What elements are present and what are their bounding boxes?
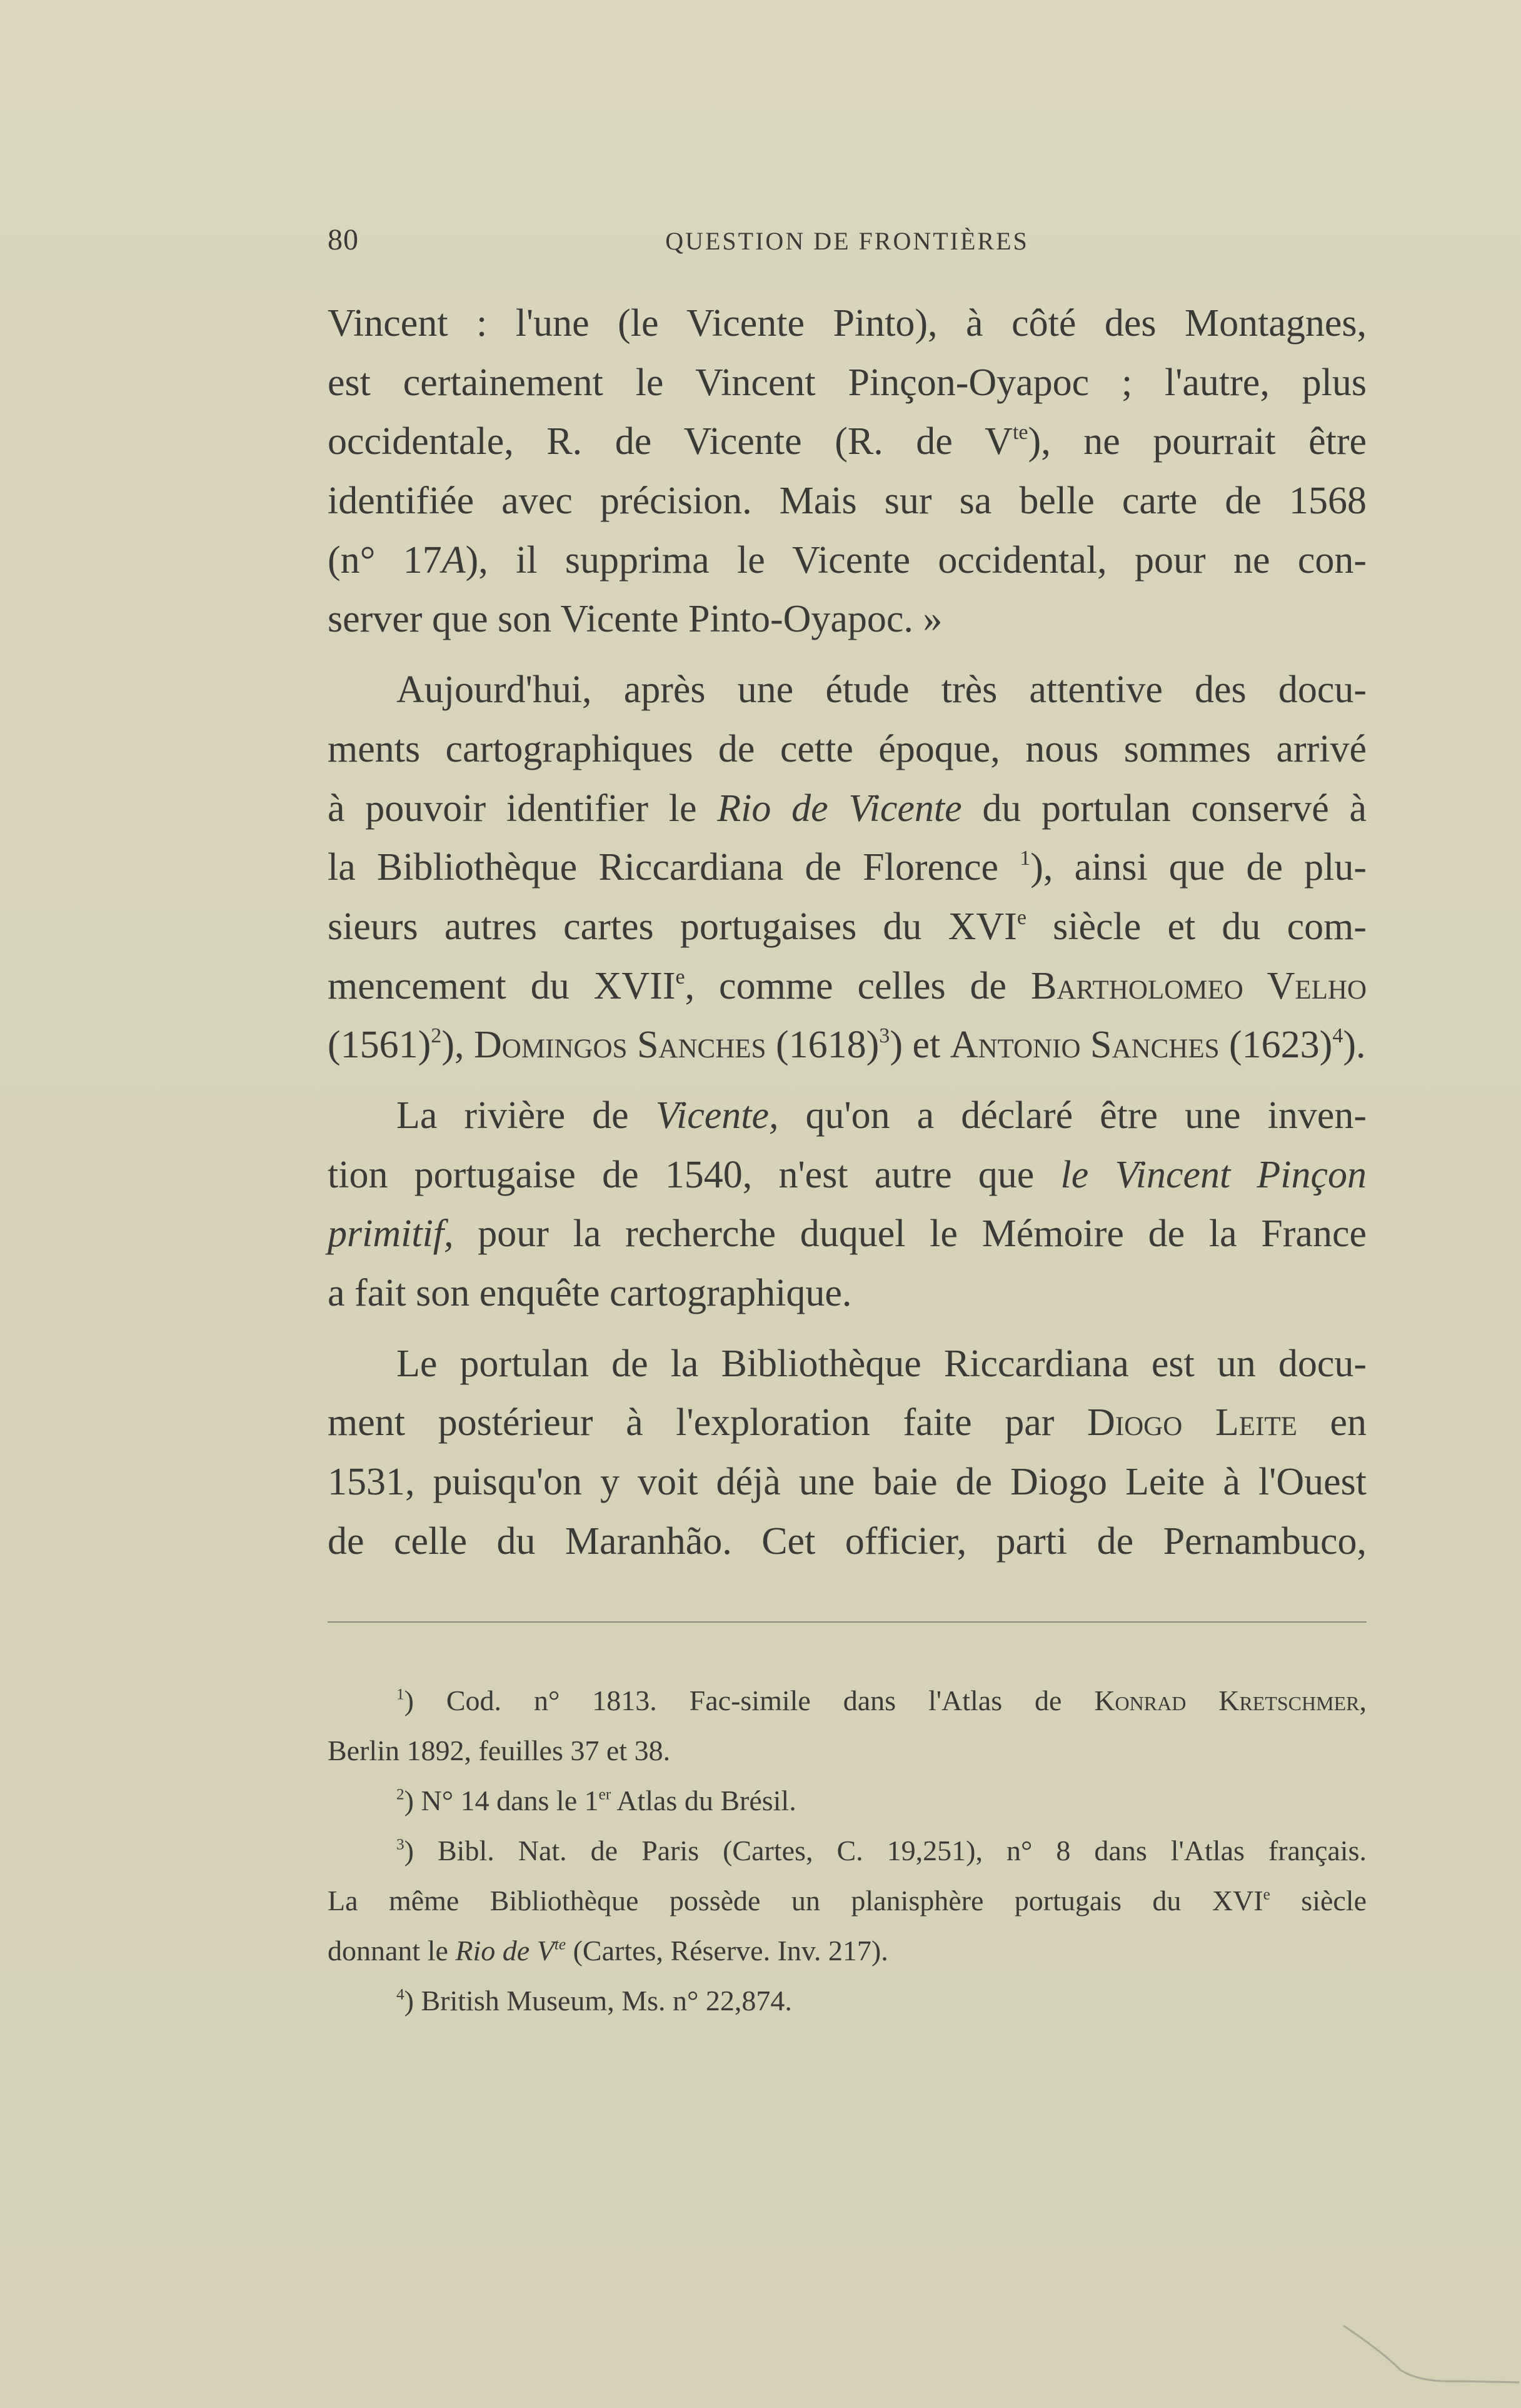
text-line: de celle du Maranhão. Cet officier, parti de Pernambuco,: [328, 1519, 1367, 1563]
text-line: primitif, pour la recherche duquel le Mémoire de la France: [328, 1212, 1367, 1256]
footnote-line: donnant le Rio de $V^{te}$ (Cartes, Réserve. Inv. 217).: [328, 1935, 888, 1967]
text-line: à pouvoir identifier le Rio de Vicente du portulan conservé à: [328, 787, 1367, 830]
main-text: [328, 294, 1367, 1571]
footnote-line: Berlin 1892, feuilles 37 et 38.: [328, 1735, 671, 1766]
pencil-mark: [1332, 2314, 1519, 2389]
text-line: mencement du XVIIe, comme celles de Bartholomeo Velho: [328, 964, 1367, 1007]
text-line: ments cartographiques de cette époque, nous sommes arrivé: [328, 727, 1367, 770]
text-line: $(1561)^2$), Domingos Sanches $(1618)^3$) et Antonio Sanches $(1623)^4$).: [328, 1024, 1366, 1067]
footnote-rule: [328, 1621, 1367, 1623]
text-line: Aujourd'hui, après une étude très attentive des docu-: [396, 668, 1367, 712]
text-line: server que son Vicente Pinto-Oyapoc. »: [328, 598, 943, 641]
footnote-line: $^3$) Bibl. Nat. de Paris (Cartes, C. 19,251), n° 8 dans l'Atlas français.: [396, 1835, 1367, 1866]
footnote-line: $^2$) N° 14 dans le 1er Atlas du Brésil.: [396, 1785, 796, 1816]
footnote-line: $^1$) Cod. n° 1813. Fac-simile dans l'Atlas de Konrad Kretschmer,: [396, 1685, 1367, 1716]
text-line: identifiée avec précision. Mais sur sa belle carte de 1568: [328, 480, 1367, 523]
page-number: 80: [328, 223, 359, 256]
text-line: La rivière de Vicente, qu'on a déclaré être une inven-: [396, 1094, 1367, 1137]
text-line: 1531, puisqu'on y voit déjà une baie de Diogo Leite à l'Ouest: [328, 1461, 1367, 1504]
text-line: ment postérieur à l'exploration faite par Diogo Leite en: [328, 1401, 1367, 1444]
text-line: la Bibliothèque Riccardiana de Florence $^1$), ainsi que de plu-: [328, 846, 1367, 889]
text-line: Vincent : l'une (le Vicente Pinto), à côté des Montagnes,: [328, 302, 1367, 345]
text-line: (n° 17A), il supprima le Vicente occidental, pour ne con-: [328, 538, 1367, 582]
text-line: sieurs autres cartes portugaises du XVIe siècle et du com-: [328, 905, 1367, 948]
text-line: Le portulan de la Bibliothèque Riccardiana est un docu-: [396, 1342, 1367, 1385]
footnotes: [328, 1676, 1367, 2026]
page-header: [328, 223, 1367, 260]
running-title: QUESTION DE FRONTIÈRES: [665, 227, 1029, 255]
text-line: tion portugaise de 1540, n'est autre que le Vincent Pinçon: [328, 1153, 1367, 1196]
text-line: est certainement le Vincent Pinçon-Oyapoc ; l'autre, plus: [328, 361, 1367, 404]
text-line: occidentale, R. de Vicente (R. de $V^{te}$), ne pourrait être: [328, 420, 1367, 463]
footnote-line: La même Bibliothèque possède un planisphère portugais du XVIe siècle: [328, 1885, 1367, 1917]
footnote-line: $^4$) British Museum, Ms. n° 22,874.: [396, 1985, 792, 2017]
text-line: a fait son enquête cartographique.: [328, 1272, 852, 1314]
